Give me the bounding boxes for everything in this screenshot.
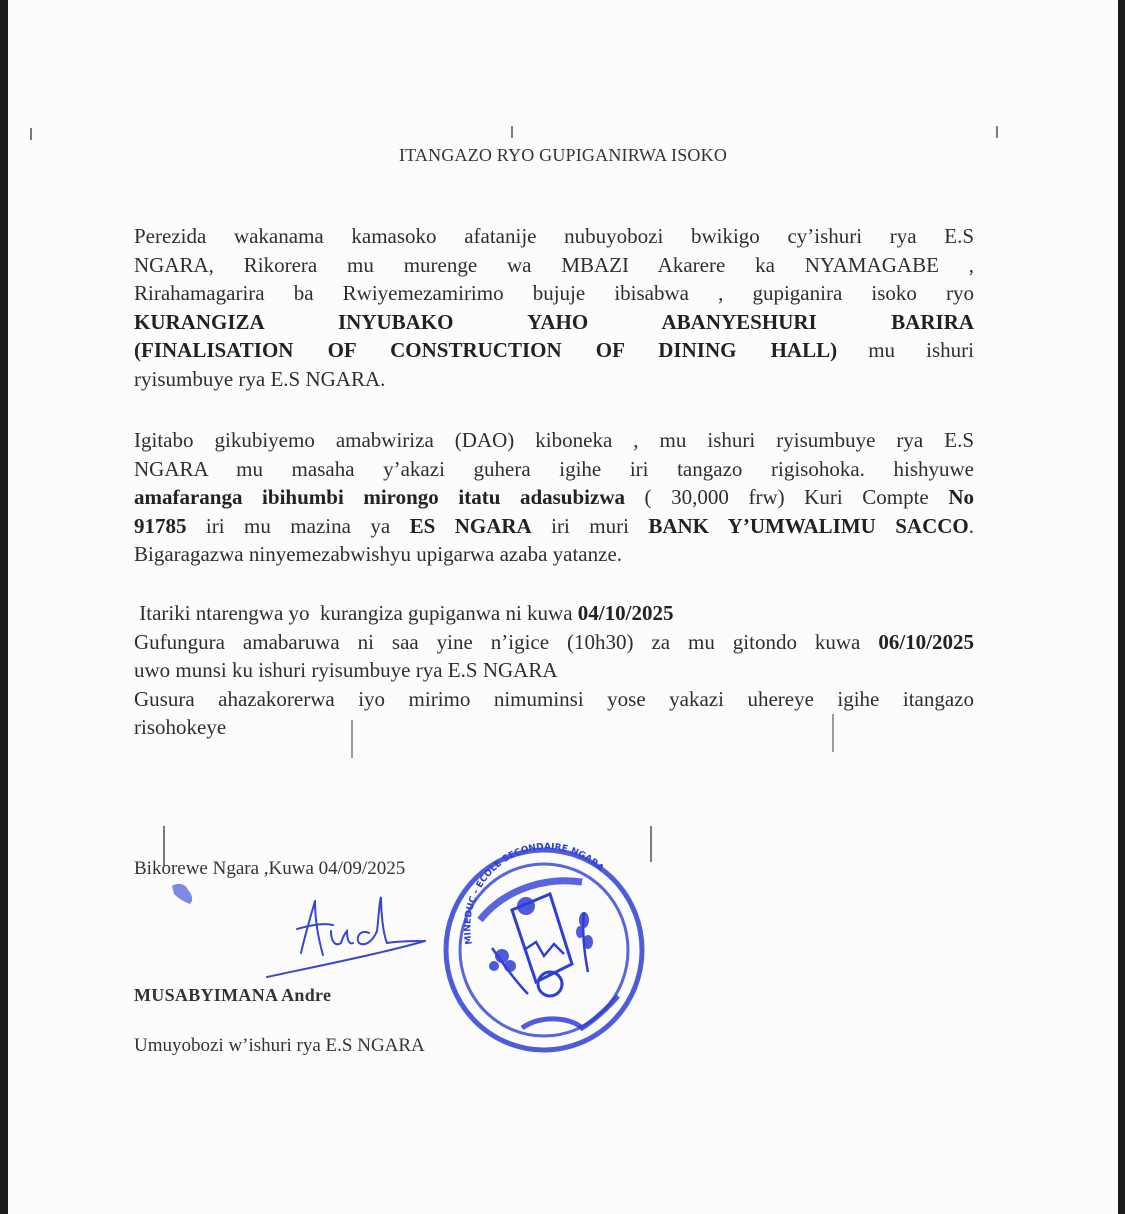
document-title: ITANGAZO RYO GUPIGANIRWA ISOKO — [398, 145, 728, 165]
text-line: NGARA, Rikorera mu murenge wa MBAZI Akarere ka NYAMAGABE , — [134, 252, 974, 277]
text-line: risohokeye — [134, 715, 227, 739]
place-and-date: Bikorewe Ngara ,Kuwa 04/09/2025 — [134, 858, 406, 879]
scan-mark — [511, 126, 513, 138]
text-line: Gufungura amabaruwa ni saa yine n’igice (10h30) za mu gitondo kuwa 06/10/2025 — [134, 629, 974, 654]
project-title-line — [134, 308, 974, 337]
paragraph-dates — [134, 599, 974, 742]
text-line: (FINALISATION OF CONSTRUCTION OF DINING HALL) mu ishuri — [134, 338, 974, 362]
text-line: Itariki ntarengwa yo kurangiza gupiganwa ni kuwa 04/10/2025 — [134, 601, 674, 625]
scan-mark — [996, 126, 998, 138]
stamp-text: MINEDUC - ECOLE SECONDAIRE NGARA — [463, 842, 606, 946]
account-holder: ES NGARA — [409, 513, 532, 538]
bank-name: BANK Y’UMWALIMU SACCO — [648, 513, 969, 538]
paragraph-dao-info — [134, 426, 974, 569]
school-stamp — [432, 832, 654, 1062]
opening-date: 06/10/2025 — [878, 629, 974, 654]
signatory-role: Umuyobozi w’ishuri rya E.S NGARA — [134, 1035, 425, 1056]
text-line: Rirahamagarira ba Rwiyemezamirimo bujuje ibisabwa , gupiganira isoko ryo — [134, 281, 974, 305]
text-line: Bigaragazwa ninyemezabwishyu upigarwa azaba yatanze. — [134, 542, 623, 566]
project-title-english: (FINALISATION OF CONSTRUCTION OF DINING HALL) — [134, 338, 838, 362]
paragraph-tender-announcement — [134, 222, 974, 393]
fee-text: amafaranga ibihumbi mirongo itatu adasubizwa — [134, 485, 625, 509]
text-line: ryisumbuye rya E.S NGARA. — [134, 366, 386, 391]
deadline-date: 04/10/2025 — [577, 601, 674, 625]
text-line: Igitabo gikubiyemo amabwiriza (DAO) kiboneka , mu ishuri ryisumbuye rya E.S — [134, 428, 974, 452]
project-title: KURANGIZA INYUBAKO YAHO ABANYESHURI BARIRA — [134, 309, 974, 334]
text-line: Perezida wakanama kamasoko afatanije nubuyobozi bwikigo cy’ishuri rya E.S — [134, 224, 974, 248]
document-page — [8, 0, 1118, 1214]
text-line: amafaranga ibihumbi mirongo itatu adasubizwa ( 30,000 frw) Kuri Compte No — [134, 485, 974, 509]
ink-blot — [168, 882, 198, 906]
scan-mark — [30, 128, 32, 140]
handwritten-signature — [253, 885, 433, 985]
text-line: uwo munsi ku ishuri ryisumbuye rya E.S NGARA — [134, 658, 558, 682]
account-number: 91785 — [134, 513, 187, 538]
text-line: Gusura ahazakorerwa iyo mirimo nimuminsi yose yakazi uhereye igihe itangazo — [134, 686, 974, 711]
signatory-name: MUSABYIMANA Andre — [134, 985, 332, 1005]
text-line: 91785 iri mu mazina ya ES NGARA iri muri BANK Y’UMWALIMU SACCO. — [134, 513, 975, 538]
text-line: NGARA mu masaha y’akazi guhera igihe iri tangazo rigisohoka. hishyuwe — [134, 456, 974, 481]
